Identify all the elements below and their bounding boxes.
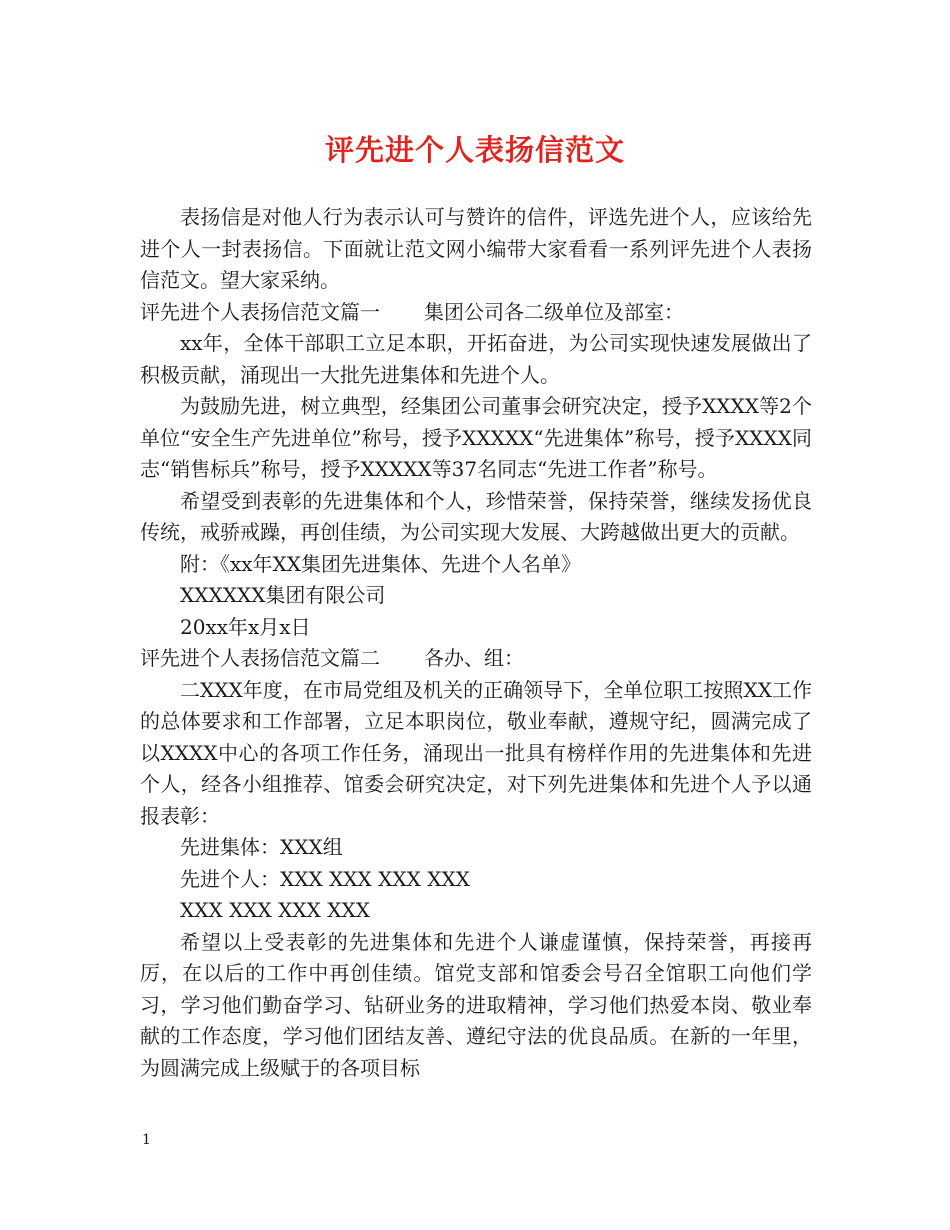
section-title: 评先进个人表扬信范文篇一 <box>140 299 380 324</box>
body-paragraph: 二XXX年度，在市局党组及机关的正确领导下，全单位职工按照XX工作的总体要求和工作部署，立足本职岗位，敬业奉献，遵规守纪，圆满完成了以XXXX中心的各项工作任务，涌现出一批具有榜样作用的先进集体和先进个人，经各小组推荐、馆委会研究决定，对下列先进集体和先进个人予以通报表彰： <box>140 677 812 828</box>
award-individuals-line: XXX XXX XXX XXX <box>180 898 370 922</box>
section-title: 评先进个人表扬信范文篇二 <box>140 646 380 670</box>
attachment-line: 附：《xx年XX集团先进集体、先进个人名单》 <box>180 551 582 576</box>
signature-company: XXXXXX集团有限公司 <box>180 583 386 607</box>
section-heading-2 <box>140 643 812 675</box>
award-group-line: 先进集体：XXX组 <box>180 835 343 859</box>
body-paragraph: 希望受到表彰的先进集体和个人，珍惜荣誉，保持荣誉，继续发扬优良传统，戒骄戒躁，再创佳绩，为公司实现大发展、大跨越做出更大的贡献。 <box>140 488 812 544</box>
section-heading-1 <box>140 297 812 329</box>
award-individuals-line: 先进个人：XXX XXX XXX XXX <box>180 866 470 891</box>
body-paragraph: xx年，全体干部职工立足本职，开拓奋进，为公司实现快速发展做出了积极贡献，涌现出一大批先进集体和先进个人。 <box>140 331 812 387</box>
body-paragraph: 希望以上受表彰的先进集体和先进个人谦虚谨慎，保持荣誉，再接再厉，在以后的工作中再创佳绩。馆党支部和馆委会号召全馆职工向他们学习，学习他们勤奋学习、钻研业务的进取精神，学习他们热爱本岗、敬业奉献的工作态度，学习他们团结友善、遵纪守法的优良品质。在新的一年里，为圆满完成上级赋于的各项目标 <box>140 929 812 1080</box>
document-body <box>140 202 812 1084</box>
intro-paragraph: 表扬信是对他人行为表示认可与赞许的信件，评选先进个人，应该给先进个人一封表扬信。下面就让范文网小编带大家看看一系列评先进个人表扬信范文。望大家采纳。 <box>140 205 812 292</box>
document-title: 评先进个人表扬信范文 <box>324 133 625 167</box>
section-recipient: 集团公司各二级单位及部室： <box>424 299 684 324</box>
section-recipient: 各办、组： <box>424 646 524 670</box>
signature-date: 20xx年x月x日 <box>180 614 311 639</box>
page-number: 1 <box>142 1132 151 1148</box>
body-paragraph: 为鼓励先进，树立典型，经集团公司董事会研究决定，授予XXXX等2个单位“安全生产先进单位”称号，授予XXXXX“先进集体”称号，授予XXXX同志“销售标兵”称号，授予XXXXX等37名同志“先进工作者”称号。 <box>140 394 812 481</box>
